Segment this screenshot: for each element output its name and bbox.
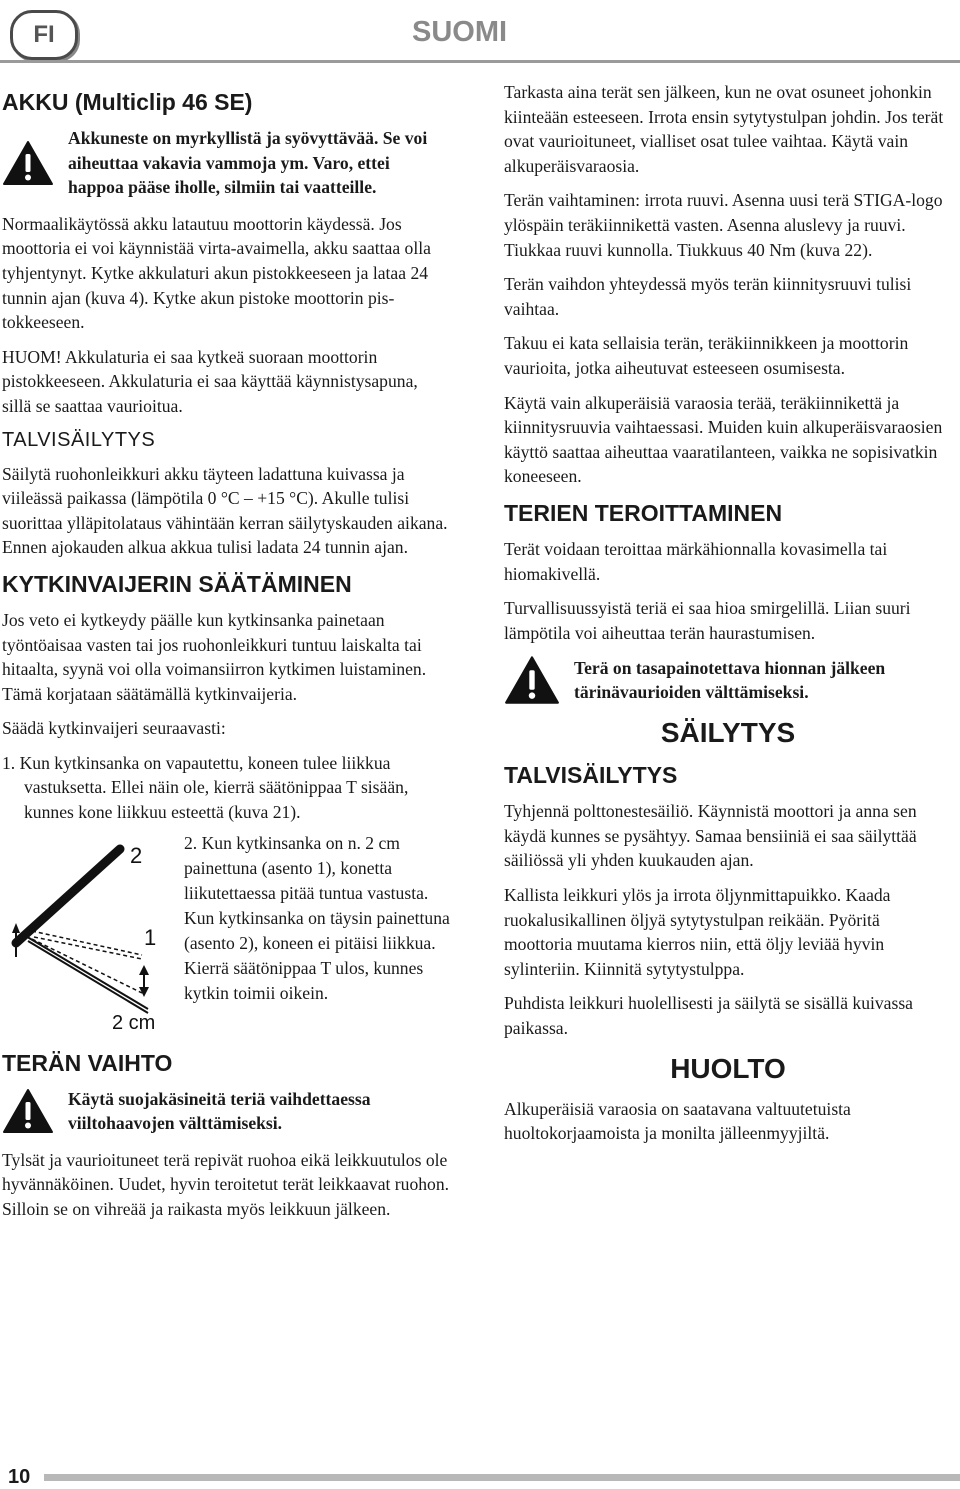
right-paragraph-6: Terät voidaan teroittaa märkähionnalla kovasimella tai hiomakivellä. bbox=[504, 538, 888, 584]
left-column bbox=[2, 80, 450, 1232]
right-paragraph-1: Tarkasta aina terät sen jälkeen, kun ne ovat osuneet johonkin kiinteään esteeseen. Irrota ensin sytytystulpan johdin. Jos terät ovat vaurioituneet, vialliset osat tulee vaihtaa. Käytä vain alkuperäisvaraosia. bbox=[504, 82, 944, 176]
teran-paragraph: Tylsät ja vaurioituneet terä repivät ruohoa eikä leikkuutulos ole hyvännäköinen. Uudet, hyvin teroitetut terät leikkaavat ruohon. Silloin se on vihreää ja raikasta myös leikkuun jälkeen. bbox=[2, 1149, 450, 1220]
figure-label-2: 2 bbox=[130, 842, 143, 868]
right-paragraph-9: Kallista leikkuri ylös ja irrota öljynmittapuikko. Kaada ruokalusikallinen öljyä sytytystulpan reikään. Pyöritä moottoria muutama kierros niin, että öljy leviää hyvin sylinteriin. Kiinnitä sytytystulppa. bbox=[504, 885, 891, 979]
right-paragraph-5: Käytä vain alkuperäisiä varaosia terää, teräkiinnikettä ja kiinnitysruuvia vaihtaessasi. Muiden kuin alkuperäisvaraosien käyttö saattaa aiheuttaa vaaratilanteen, vaikka ne sopisivatkin koneeseen. bbox=[504, 392, 943, 487]
header-divider bbox=[0, 60, 960, 63]
huolto-heading: HUOLTO bbox=[670, 1052, 786, 1084]
right-paragraph-8: Tyhjennä polttonestesäiliö. Käynnistä moottori ja anna sen käydä kunnes se pysähtyy. Samaa bensiiniä ei saa säilyttää säiliössä yli yhden kuukauden ajan. bbox=[504, 801, 917, 871]
kytkinvaijeri-paragraph-1: Jos veto ei kytkeydy päälle kun kytkinsanka painetaan työntöaisaa vasten tai jos ruohonleikkuri tuntuu laiskalta tai hitaalta, syynä voi olla voimansiirron kytkimen luistaminen. Tämä korjataan säätämällä kytkinvaijeria. bbox=[2, 609, 427, 704]
terien-teroittaminen-heading: TERIEN TEROITTAMINEN bbox=[504, 499, 783, 526]
sailytys-heading: SÄILYTYS bbox=[660, 717, 796, 749]
teran-warning-text: Käytä suojakäsineitä teriä vaihdettaessa viiltohaavojen välttämiseksi. bbox=[68, 1088, 371, 1134]
terien-warning bbox=[504, 655, 952, 705]
right-paragraph-7: Turvallisuussyistä teriä ei saa hioa smirgelillä. Liian suuri lämpötila voi aiheuttaa terän haurastumisen. bbox=[504, 598, 911, 643]
right-column bbox=[504, 80, 952, 1156]
warning-triangle-icon bbox=[2, 140, 54, 186]
talvisailytys-paragraph: Säilytä ruohonleikkuri akku täyteen ladattuna kuivassa ja viileässä paikassa (lämpötila 0 °C – +15 °C). Akulle tulisi suorittaa ylläpitolataus vähintään kerran säilytyskauden aikana. Ennen ajokauden alkua akkua tulisi ladata 24 tunnin ajan. bbox=[2, 463, 448, 558]
warning-triangle-icon bbox=[504, 655, 560, 705]
footer-bar bbox=[44, 1474, 960, 1481]
kytkinvaijeri-paragraph-2: Säädä kytkinvaijeri seuraavasti: bbox=[2, 718, 226, 739]
akku-warning-text: Akkuneste on myrkyllistä ja syövyttävää. Se voi aiheuttaa vakavia vammoja ym. Varo, ettei happoa pääse iholle, silmiin tai vaatteille. bbox=[68, 128, 428, 198]
step-1: 1. Kun kytkinsanka on vapautettu, koneen tulee liikkua vastuksetta. Ellei näin ole, kierrä säätönippaa T sisään, kunnes kone liikkuu esteettä (kuva 21). bbox=[2, 752, 409, 823]
figure-label-1: 1 bbox=[144, 924, 157, 950]
akku-paragraph-1: Normaalikäytössä akku latautuu moottorin käydessä. Jos moottoria ei voi käynnistää virta-avaimella, akku saattaa olla tyhjentynyt. Kytke akkulaturi akun pistokkeeseen ja lataa 24 tunnin ajan (kuva 4). Kytke akun pistoke moottorin pistokkeeseen. bbox=[2, 213, 431, 333]
step-2-block bbox=[184, 831, 452, 1016]
talvisailytys-right-heading: TALVISÄILYTYS bbox=[504, 762, 678, 789]
figure-label-2cm: 2 cm bbox=[112, 1011, 156, 1031]
right-paragraph-2: Terän vaihtaminen: irrota ruuvi. Asenna uusi terä STIGA-logo ylöspäin teräkiinnikettä vasten. Asenna aluslevy ja ruuvi. Tiukkaa ruuvi kunnolla. Tiukkuus 40 Nm (kuva 22). bbox=[504, 190, 943, 260]
kytkinvaijeri-heading: KYTKINVAIJERIN SÄÄTÄMINEN bbox=[2, 570, 352, 597]
akku-warning bbox=[2, 126, 450, 200]
right-paragraph-11: Alkuperäisiä varaosia on saatavana valtuutetuista huoltokorjaamoista ja monilta jälleenmyyjiltä. bbox=[504, 1098, 851, 1144]
teran-vaihto-heading: TERÄN VAIHTO bbox=[2, 1049, 173, 1076]
akku-paragraph-2: HUOM! Akkulaturia ei saa kytkeä suoraan moottorin pistokkeeseen. Akkulaturia ei saa käyttää käynnistysapuna, sillä se saattaa vaurioitua. bbox=[2, 346, 418, 416]
clutch-lever-diagram bbox=[2, 831, 182, 1031]
akku-heading: AKKU (Multiclip 46 SE) bbox=[2, 89, 253, 115]
language-badge bbox=[10, 10, 78, 60]
language-badge-label: FI bbox=[33, 21, 55, 48]
right-paragraph-10: Puhdista leikkuri huolellisesti ja säilytä se sisällä kuivassa paikassa. bbox=[504, 993, 913, 1039]
right-paragraph-3: Terän vaihdon yhteydessä myös terän kiinnitysruuvi tulisi vaihtaa. bbox=[504, 274, 912, 319]
talvisailytys-heading: TALVISÄILYTYS bbox=[2, 428, 156, 451]
clutch-figure-block bbox=[2, 831, 450, 1041]
adjustment-steps bbox=[2, 751, 450, 825]
step-2: 2. Kun kytkinsanka on n. 2 cm painettuna (asento 1), konetta liikutettaessa pitää tuntua vastusta. Kun kytkinsanka on täysin painettuna (asento 2), koneen ei pitäisi liikkua. Kierrä säätönippaa T ulos, kunnes kytkin toimii oikein. bbox=[184, 832, 450, 1003]
page-number: 10 bbox=[8, 1466, 31, 1488]
terien-warning-text: Terä on tasapainotettava hionnan jälkeen tärinävaurioiden välttämiseksi. bbox=[574, 657, 886, 703]
teran-warning bbox=[2, 1087, 450, 1136]
warning-triangle-icon bbox=[2, 1088, 54, 1134]
language-title: SUOMI bbox=[412, 16, 508, 48]
right-paragraph-4: Takuu ei kata sellaisia terän, teräkiinnikkeen ja moottorin vaurioita, jotka aiheutuvat esteeseen osumisesta. bbox=[504, 333, 909, 378]
